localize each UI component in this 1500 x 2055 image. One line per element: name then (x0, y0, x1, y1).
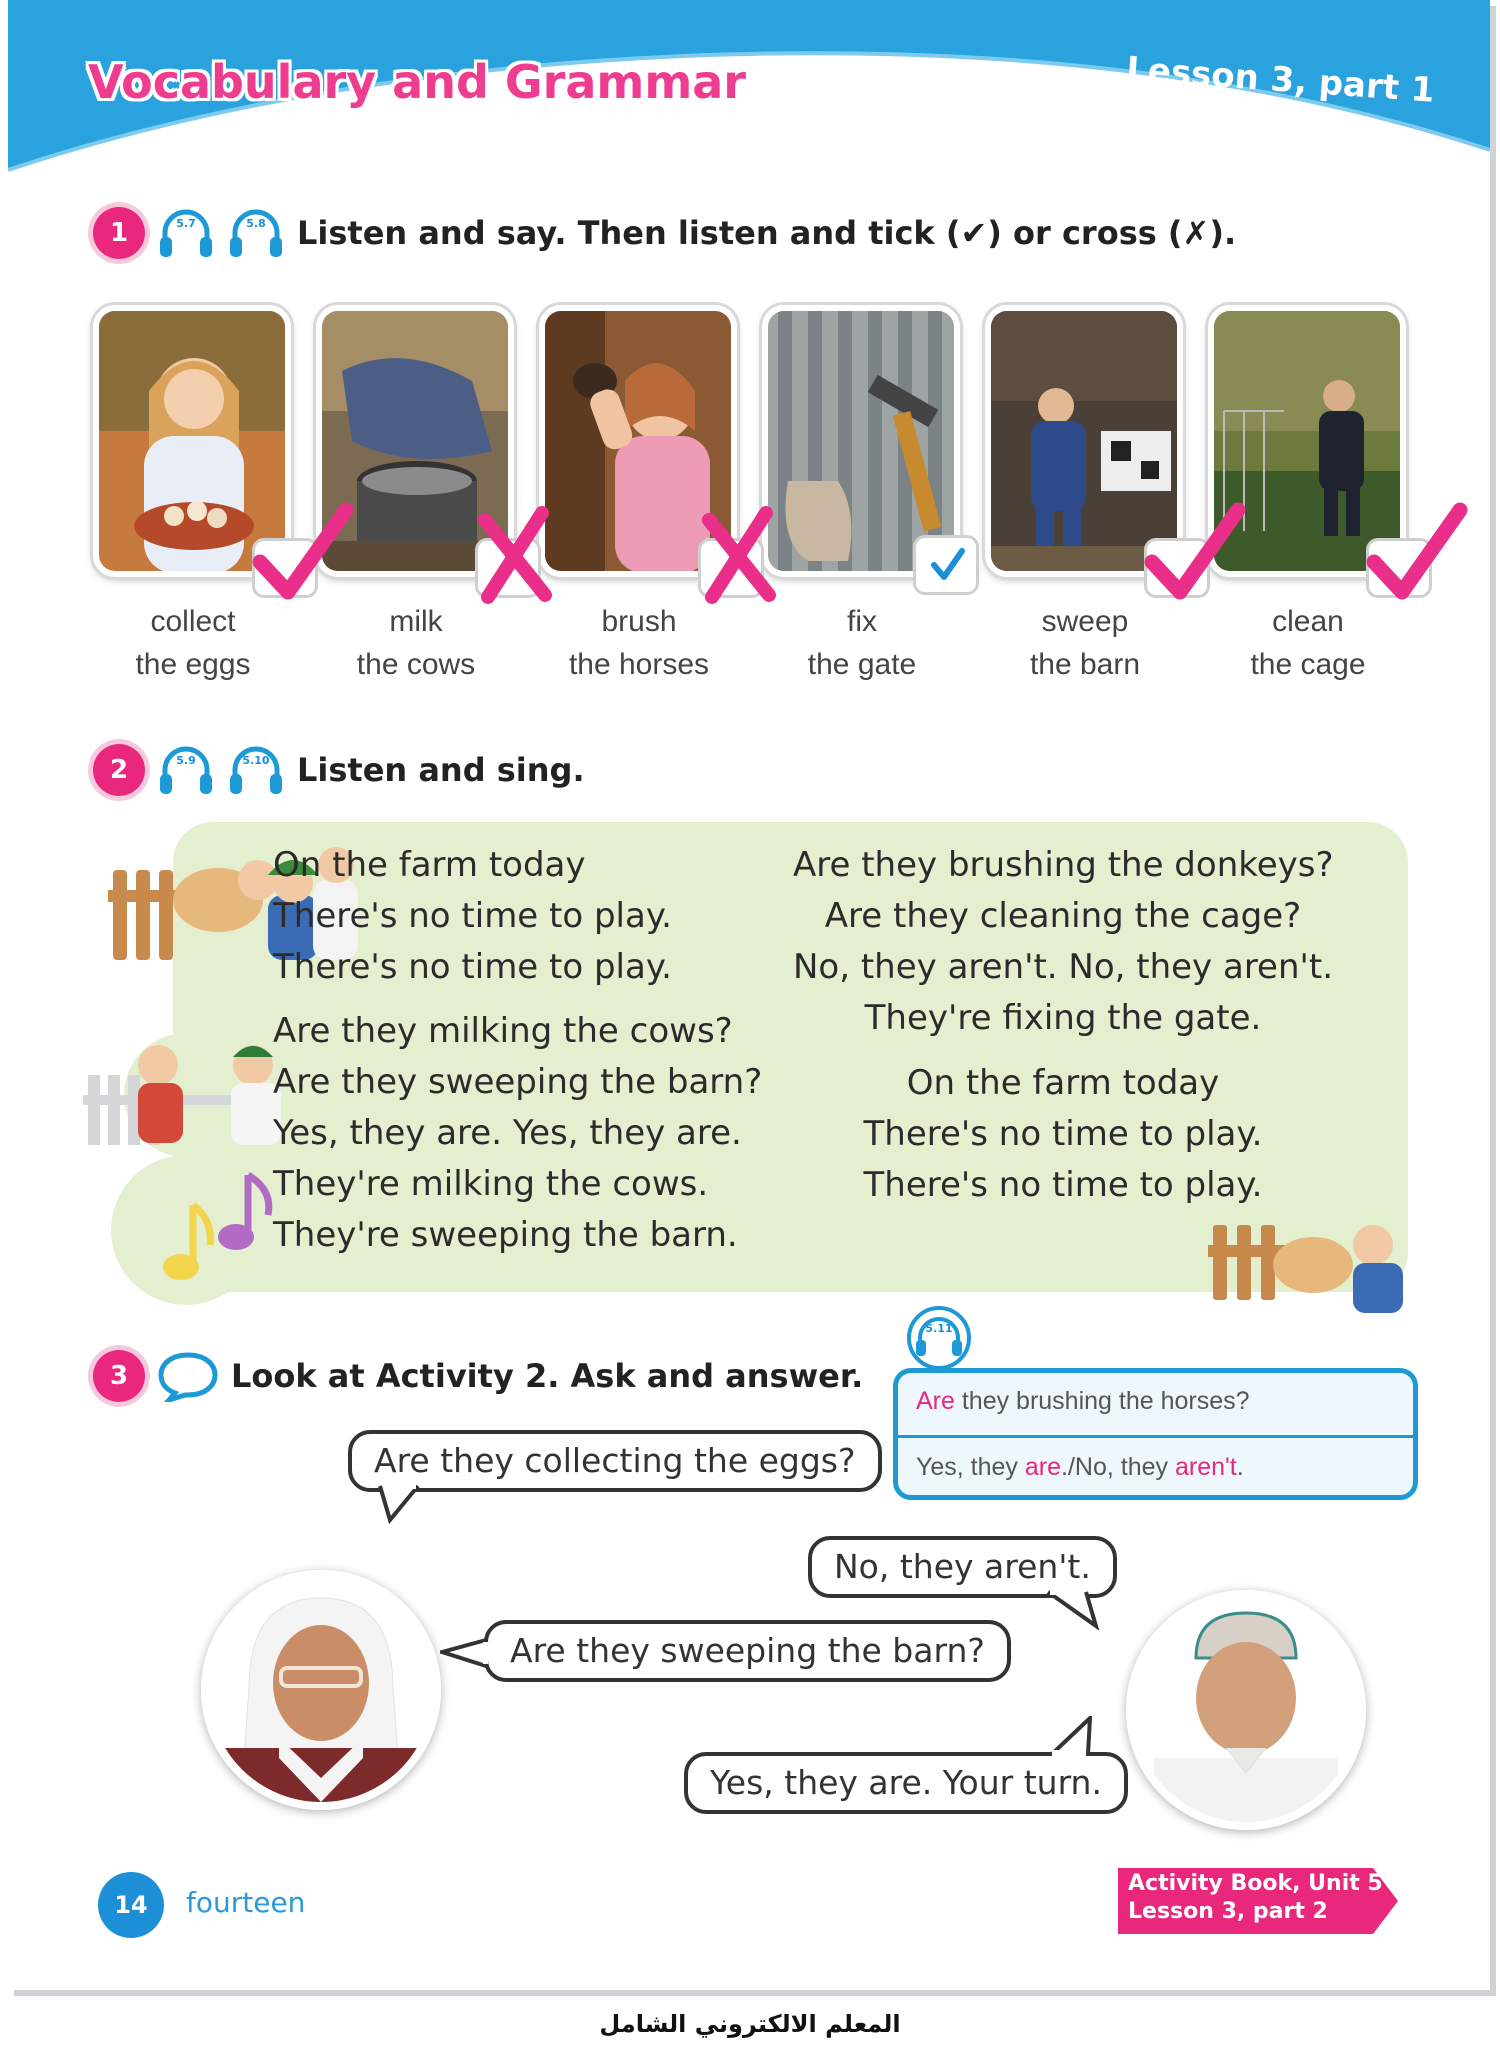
activity-number: 2 (93, 744, 145, 796)
page-number: 14 (98, 1872, 164, 1938)
activity-instruction: Listen and say. Then listen and tick (✔) or cross (✗). (297, 214, 1237, 252)
example-tick-icon (928, 545, 968, 585)
song-verse-left-2: Are they milking the cows? Are they sweeping the barn? Yes, they are. Yes, they are. They're milking the cows. They're sweeping the barn. (273, 1011, 763, 1255)
caption-brush-horses: brush the horses (568, 605, 710, 681)
bubble-tail (378, 1484, 438, 1524)
avatar-girl (201, 1570, 441, 1810)
speech-bubble: Are they collecting the eggs? (348, 1430, 882, 1492)
divider (898, 1435, 1413, 1438)
bubble-tail (1048, 1716, 1098, 1756)
lesson-label: Lesson 3, part 1 (1125, 49, 1437, 111)
tick-mark-icon (248, 500, 358, 610)
avatar-boy (1126, 1590, 1366, 1830)
speech-bubble-icon (157, 1350, 219, 1402)
bubble-tail (440, 1636, 488, 1676)
headphones-icon[interactable]: 5.9 (157, 742, 215, 798)
example-answer: Yes, they are./No, they aren't. (916, 1453, 1244, 1481)
children-fence-illustration (83, 1035, 303, 1150)
page-header (8, 0, 1490, 175)
caption-collect-eggs: collect the eggs (135, 605, 251, 681)
headphones-icon[interactable]: 5.10 (227, 742, 285, 798)
activity-number: 3 (93, 1350, 145, 1402)
caption-milk-cows: milk the cows (356, 605, 476, 681)
section-title: Vocabulary and Grammar (88, 55, 746, 109)
caption-fix-gate: fix the gate (807, 605, 917, 681)
activity-1-heading (93, 205, 1236, 261)
headphones-icon[interactable]: 5.11 (904, 1300, 974, 1374)
headphones-icon[interactable]: 5.7 (157, 205, 215, 261)
headphones-icon[interactable]: 5.8 (227, 205, 285, 261)
farm-gate-illustration (1203, 1205, 1418, 1315)
bubble-tail (1046, 1590, 1106, 1630)
activity-book-reference[interactable]: Activity Book, Unit 5 Lesson 3, part 2 (1128, 1871, 1383, 1924)
watermark-text: المعلم الالكتروني الشامل (599, 2010, 901, 2038)
speech-bubble: Yes, they are. Your turn. (684, 1752, 1128, 1814)
activity-3-heading (93, 1350, 863, 1402)
song-verse-right: Are they brushing the donkeys? Are they cleaning the cage? No, they aren't. No, they aren't. They're fixing the gate. (793, 845, 1334, 1038)
textbook-page (8, 0, 1490, 1990)
activity-number: 1 (93, 207, 145, 259)
song-verse-left: On the farm today There's no time to play. There's no time to play. (273, 845, 672, 987)
cross-mark-icon (470, 505, 560, 605)
tick-mark-icon (1362, 500, 1472, 610)
speech-bubble: No, they aren't. (808, 1536, 1117, 1598)
example-box (893, 1368, 1418, 1500)
caption-clean-cage: clean the cage (1250, 605, 1366, 681)
cross-mark-icon (694, 505, 784, 605)
activity-2-heading (93, 742, 585, 798)
tick-mark-icon (1140, 500, 1250, 610)
activity-instruction: Look at Activity 2. Ask and answer. (231, 1357, 864, 1395)
caption-sweep-barn: sweep the barn (1029, 605, 1141, 681)
example-question: Are they brushing the horses? (916, 1387, 1250, 1415)
page-number-word: fourteen (186, 1886, 306, 1919)
song-verse-right-2: On the farm today There's no time to play. There's no time to play. (863, 1063, 1263, 1205)
speech-bubble: Are they sweeping the barn? (484, 1620, 1011, 1682)
activity-instruction: Listen and sing. (297, 751, 585, 789)
